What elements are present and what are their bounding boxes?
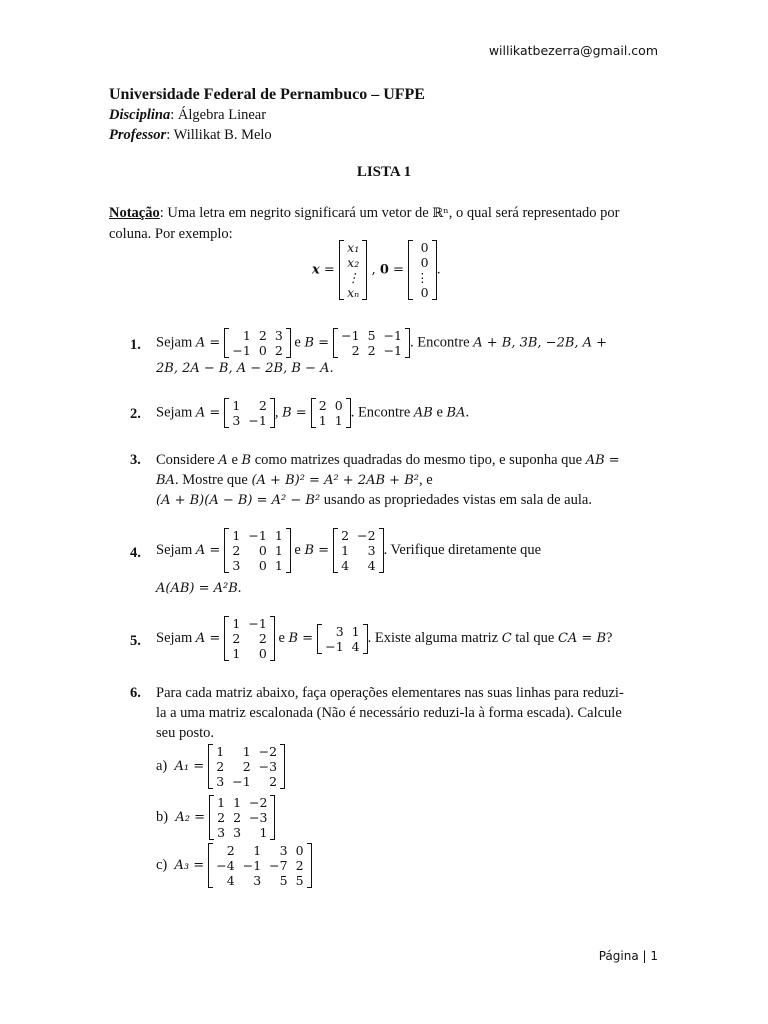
p5-matrix-a xyxy=(224,616,274,661)
matrix-cell: 2 xyxy=(367,343,376,358)
matrix-cell: 2 xyxy=(341,528,350,543)
matrix-cell: −1 xyxy=(232,343,251,358)
matrix-cell: −4 xyxy=(216,858,235,873)
problem-4-number: 4. xyxy=(130,545,141,561)
matrix-cell: 0 xyxy=(258,543,267,558)
matrix-cell: −1 xyxy=(248,528,267,543)
matrix-cell: 1 xyxy=(232,616,241,631)
professor-line: Professor: Willikat B. Melo xyxy=(109,127,272,143)
matrix-cell: 2 xyxy=(232,543,241,558)
matrix-cell: 1 xyxy=(259,825,268,840)
problem-5-number: 5. xyxy=(130,633,141,649)
matrix-cell: −1 xyxy=(248,616,267,631)
p1-matrix-b xyxy=(333,328,410,358)
matrix-cell: −1 xyxy=(325,638,344,654)
matrix-cell: 1 xyxy=(351,623,360,639)
matrix-a2 xyxy=(209,795,275,840)
problem-4-line-2: A(AB) = A²B. xyxy=(156,580,242,596)
university-title: Universidade Federal de Pernambuco – UFPE xyxy=(109,86,425,103)
matrix-cell: 2 xyxy=(216,759,225,774)
matrix-cell: 2 xyxy=(258,328,267,343)
matrix-cell: 0 xyxy=(420,255,429,270)
matrix-cell: 1 xyxy=(232,528,241,543)
header-email: willikatbezerra@gmail.com xyxy=(488,43,658,58)
problem-6b: b) A₂ = 1 1 −2 2 2 −3 3 3 1 xyxy=(156,795,275,840)
matrix-cell: 2 xyxy=(226,843,235,858)
discipline-line: Disciplina: Álgebra Linear xyxy=(109,107,267,123)
problem-6-line-1: Para cada matriz abaixo, faça operações elementares nas suas linhas para reduzi- xyxy=(156,685,624,701)
list-title: LISTA 1 xyxy=(356,164,412,180)
matrix-cell: 3 xyxy=(279,843,288,858)
p4-matrix-a xyxy=(224,528,290,573)
zero-vector xyxy=(408,240,437,300)
problem-6-number: 6. xyxy=(130,685,141,701)
matrix-cell: 3 xyxy=(274,328,283,343)
problem-1-line-1: Sejam A = 1 2 3 −1 0 2 e B = −1 5 −1 2 2 −1 . Encontre A + B, 3B, −2B, A + xyxy=(156,328,608,358)
matrix-cell: 2 xyxy=(232,631,241,646)
matrix-cell: 2 xyxy=(295,858,304,873)
matrix-cell: x₂ xyxy=(347,255,360,270)
matrix-cell: 2 xyxy=(318,398,327,413)
matrix-cell: 0 xyxy=(258,558,267,573)
matrix-cell: 0 xyxy=(420,240,429,255)
problem-6-line-2: la a uma matriz escalonada (Não é necessário reduzi-la à forma escada). Calcule xyxy=(156,705,622,721)
matrix-a3 xyxy=(208,843,311,888)
problem-4-line-1: Sejam A = 1 −1 1 2 0 1 3 0 1 e B = 2 −2 1 3 4 4 . Verifique diretamente que xyxy=(156,528,542,573)
matrix-cell: 5 xyxy=(295,873,304,888)
notation-paragraph: Notação: Uma letra em negrito significará um vetor de ℝⁿ, o qual será representado por coluna. Por exemplo: xyxy=(109,205,620,242)
matrix-cell: −3 xyxy=(249,810,268,825)
page-number: Página | 1 xyxy=(598,949,658,963)
matrix-cell: −7 xyxy=(269,858,288,873)
matrix-cell: 2 xyxy=(351,343,360,358)
matrix-cell: 1 xyxy=(274,558,283,573)
problem-6a: a) A₁ = 1 1 −2 2 2 −3 3 −1 2 xyxy=(156,744,285,789)
matrix-cell: 2 xyxy=(217,810,226,825)
problem-3-line-1: Considere A e B como matrizes quadradas do mesmo tipo, e suponha que AB = xyxy=(156,452,620,468)
matrix-cell: −1 xyxy=(383,343,402,358)
x-vector xyxy=(339,240,368,300)
matrix-cell: 2 xyxy=(233,810,242,825)
matrix-cell: ⋮ xyxy=(416,270,429,285)
matrix-cell: −1 xyxy=(232,774,251,789)
matrix-cell: −2 xyxy=(357,528,376,543)
matrix-cell: 0 xyxy=(258,343,267,358)
problem-1-number: 1. xyxy=(130,337,141,353)
matrix-cell: 1 xyxy=(233,795,242,810)
matrix-cell: 2 xyxy=(242,759,251,774)
matrix-cell: 1 xyxy=(341,543,350,558)
matrix-cell: −3 xyxy=(258,759,278,774)
matrix-cell: 2 xyxy=(274,343,283,358)
problem-3-number: 3. xyxy=(130,452,141,468)
matrix-cell: 1 xyxy=(253,843,262,858)
matrix-cell: −1 xyxy=(248,413,267,428)
matrix-cell: 3 xyxy=(217,825,226,840)
problem-3-line-2: BA. Mostre que (A + B)² = A² + 2AB + B², e xyxy=(156,472,433,488)
problem-1-line-2: 2B, 2A − B, A − 2B, B − A. xyxy=(156,361,334,376)
matrix-cell: 2 xyxy=(258,631,267,646)
p2-matrix-b xyxy=(311,398,351,428)
matrix-cell: 1 xyxy=(334,413,343,428)
p4-matrix-b xyxy=(333,528,383,573)
matrix-cell: 0 xyxy=(420,285,429,300)
problem-6c: c) A₃ = 2 1 3 0 −4 −1 −7 2 4 3 5 5 xyxy=(156,843,312,888)
matrix-cell: 5 xyxy=(367,328,376,343)
p2-matrix-a xyxy=(224,398,274,428)
matrix-cell: −2 xyxy=(258,744,278,759)
matrix-cell: ⋮ xyxy=(346,270,360,285)
matrix-cell: x₁ xyxy=(347,240,360,255)
matrix-cell: 0 xyxy=(295,843,304,858)
matrix-cell: 3 xyxy=(232,558,241,573)
matrix-cell: 3 xyxy=(335,623,344,639)
matrix-cell: xₙ xyxy=(347,285,360,300)
problem-3-line-3: (A + B)(A − B) = A² − B² usando as propriedades vistas em sala de aula. xyxy=(156,492,592,508)
matrix-cell: 1 xyxy=(242,744,251,759)
matrix-cell: 0 xyxy=(334,398,343,413)
problem-5-line: Sejam A = 1 −1 2 2 1 0 e B = 3 1 −1 4 . Existe alguma matriz C tal que CA = B? xyxy=(156,616,613,661)
problem-6-line-3: seu posto. xyxy=(156,725,214,741)
matrix-cell: −1 xyxy=(383,328,402,343)
matrix-cell: 4 xyxy=(226,873,235,888)
matrix-cell: 3 xyxy=(367,543,376,558)
matrix-cell: 1 xyxy=(318,413,327,428)
matrix-cell: 4 xyxy=(351,638,360,654)
matrix-cell: 4 xyxy=(341,558,350,573)
matrix-cell: 3 xyxy=(233,825,242,840)
matrix-cell: 2 xyxy=(258,398,267,413)
matrix-cell: 3 xyxy=(216,774,225,789)
matrix-cell: 1 xyxy=(217,795,226,810)
matrix-cell: 1 xyxy=(216,744,225,759)
matrix-cell: 0 xyxy=(258,646,267,661)
problem-2-number: 2. xyxy=(130,406,141,422)
matrix-cell: 5 xyxy=(279,873,288,888)
matrix-cell: 1 xyxy=(242,328,251,343)
matrix-cell: 1 xyxy=(232,646,241,661)
matrix-cell: 4 xyxy=(367,558,376,573)
matrix-cell: 1 xyxy=(274,528,283,543)
notation-example: x = x₁ x₂ ⋮ xₙ , 0 = 0 0 ⋮ 0 . xyxy=(312,240,441,300)
matrix-cell: −1 xyxy=(242,858,262,873)
matrix-cell: −1 xyxy=(341,328,360,343)
matrix-cell: −2 xyxy=(249,795,268,810)
matrix-cell: 1 xyxy=(274,543,283,558)
p5-matrix-b xyxy=(317,624,367,654)
matrix-a1 xyxy=(208,744,285,789)
matrix-cell: 1 xyxy=(232,398,241,413)
matrix-cell: 3 xyxy=(232,413,241,428)
matrix-cell: 2 xyxy=(269,774,278,789)
problem-2-line: Sejam A = 1 2 3 −1 , B = 2 0 1 1 . Encontre AB e BA. xyxy=(156,398,470,428)
p1-matrix-a xyxy=(224,328,290,358)
matrix-cell: 3 xyxy=(253,873,262,888)
